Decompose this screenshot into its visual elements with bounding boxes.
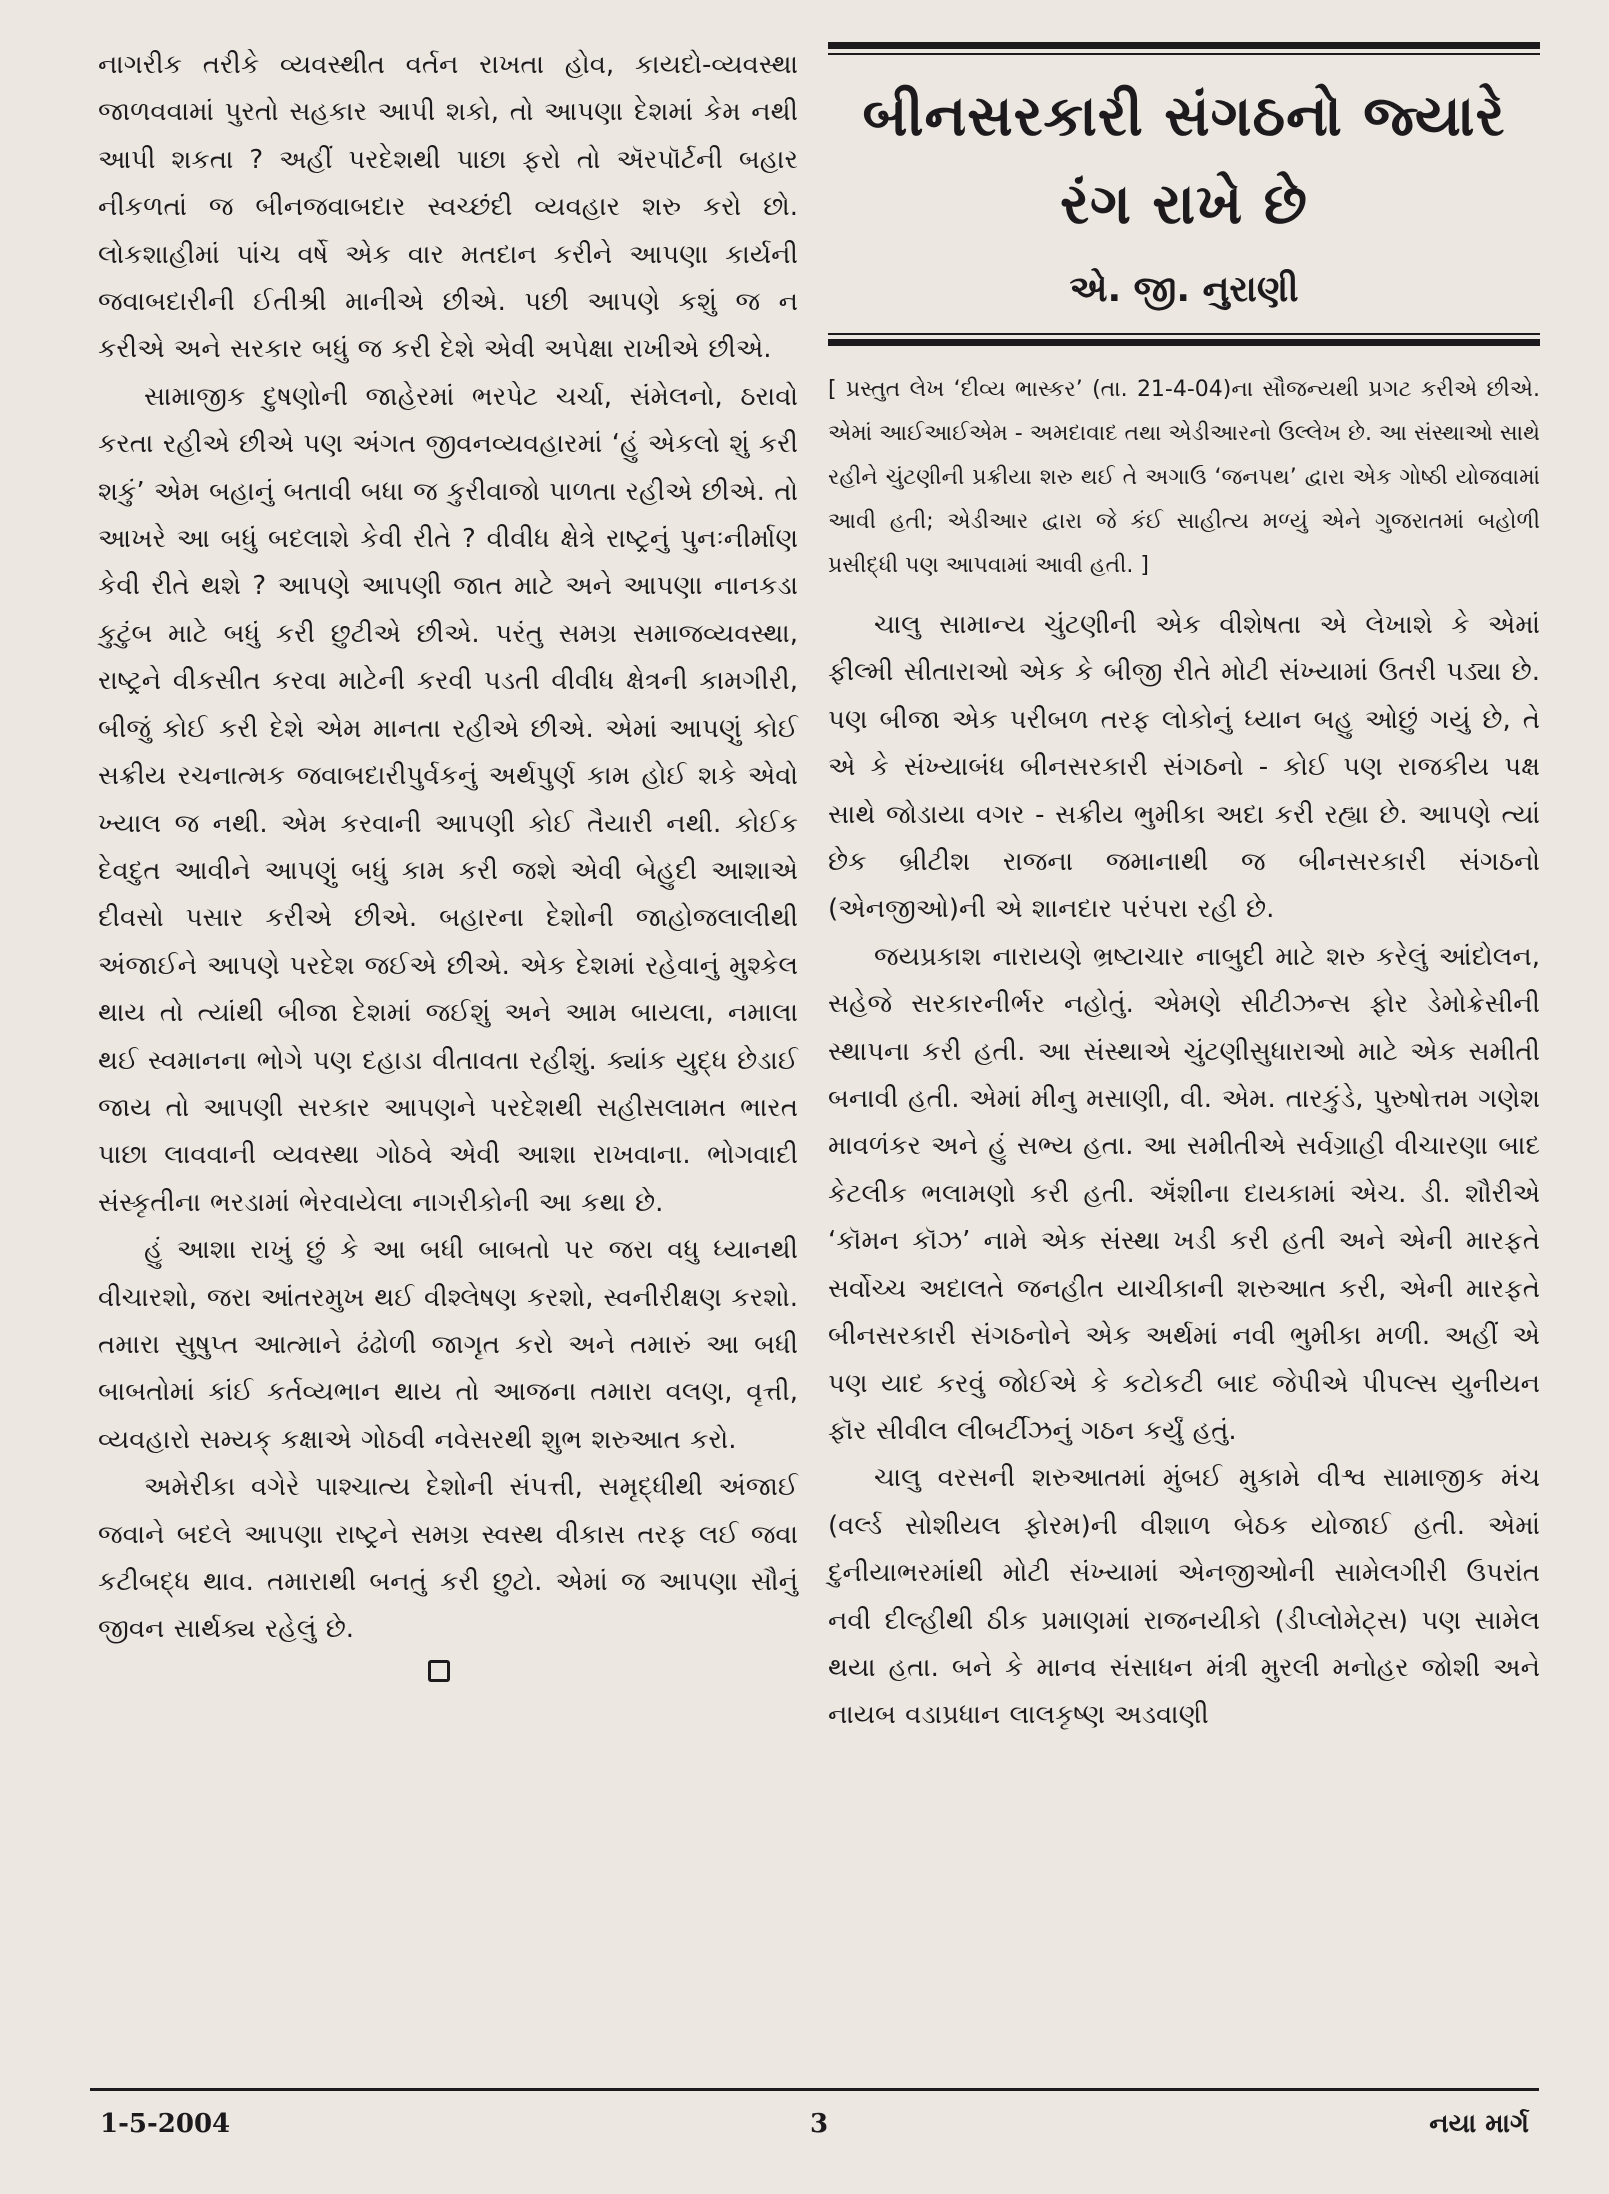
title-rule-bottom bbox=[828, 333, 1540, 346]
left-paragraph: નાગરીક તરીકે વ્યવસ્થીત વર્તન રાખતા હોવ, કાયદો-વ્યવસ્થા જાળવવામાં પુરતો સહકાર આપી શકો, તો આપણા દેશમાં કેમ નથી આપી શકતા ? અહીં પરદેશથી પાછા ફરો તો ઍરપૉર્ટની બહાર નીકળતાં જ બીનજવાબદાર સ્વચ્છંદી વ્યવહાર શરુ કરો છો. લોકશાહીમાં પાંચ વર્ષે એક વાર મતદાન કરીને આપણા કાર્યની જવાબદારીની ઈતીશ્રી માનીએ છીએ. પછી આપણે કશું જ ન કરીએ અને સરકાર બધું જ કરી દેશે એવી અપેક્ષા રાખીએ છીએ. bbox=[98, 50, 798, 365]
article-author: એ. જી. નુરાણી bbox=[1069, 269, 1299, 310]
title-rule-top bbox=[828, 42, 1540, 55]
left-column bbox=[98, 42, 798, 1682]
article-title-line-2: રંગ રાખે છે bbox=[1060, 172, 1308, 237]
article-intro-note: [ પ્રસ્તુત લેખ ‘દીવ્ય ભાસ્કર’ (તા. 21-4-04)ના સૌજન્યથી પ્રગટ કરીએ છીએ. એમાં આઈઆઈએમ - અમદાવાદ તથા એડીઆરનો ઉલ્લેખ છે. આ સંસ્થાઓ સાથે રહીને ચુંટણીની પ્રક્રીયા શરુ થઈ તે અગાઉ ‘જનપથ’ દ્વારા એક ગોષ્ઠી યોજવામાં આવી હતી; એડીઆર દ્વારા જે કંઈ સાહીત્ય મળ્યું એને ગુજરાતમાં બહોળી પ્રસીદ્ધી પણ આપવામાં આવી હતી. ] bbox=[828, 377, 1540, 578]
page-footer bbox=[90, 2088, 1539, 2141]
article-paragraph: ચાલુ સામાન્ય ચુંટણીની એક વીશેષતા એ લેખાશે કે એમાં ફીલ્મી સીતારાઓ એક કે બીજી રીતે મોટી સંખ્યામાં ઉતરી પડ્યા છે. પણ બીજા એક પરીબળ તરફ લોકોનું ધ્યાન બહુ ઓછું ગયું છે, તે એ કે સંખ્યાબંધ બીનસરકારી સંગઠનો - કોઈ પણ રાજકીય પક્ષ સાથે જોડાયા વગર - સક્રીય ભુમીકા અદા કરી રહ્યા છે. આપણે ત્યાં છેક બ્રીટીશ રાજના જમાનાથી જ બીનસરકારી સંગઠનો (એનજીઓ)ની એ શાનદાર પરંપરા રહી છે. bbox=[828, 610, 1540, 925]
left-paragraph: હું આશા રાખું છું કે આ બધી બાબતો પર જરા વધુ ધ્યાનથી વીચારશો, જરા આંતરમુખ થઈ વીશ્લેષણ કરશો, સ્વનીરીક્ષણ કરશો. તમારા સુષુપ્ત આત્માને ઢંઢોળી જાગૃત કરો અને તમારું આ બધી બાબતોમાં કાંઈ કર્તવ્યભાન થાય તો આજના તમારા વલણ, વૃત્તી, વ્યવહારો સમ્યક્ કક્ષાએ ગોઠવી નવેસરથી શુભ શરુઆત કરો. bbox=[98, 1235, 798, 1455]
page-number: 3 bbox=[810, 2109, 829, 2139]
article-paragraph: જયપ્રકાશ નારાયણે ભ્રષ્ટાચાર નાબુદી માટે શરુ કરેલું આંદોલન, સહેજે સરકારનીર્ભર નહોતું. એમણે સીટીઝન્સ ફોર ડેમોક્રેસીની સ્થાપના કરી હતી. આ સંસ્થાએ ચુંટણીસુધારાઓ માટે એક સમીતી બનાવી હતી. એમાં મીનુ મસાણી, વી. એમ. તારકુંડે, પુરુષોત્તમ ગણેશ માવળંકર અને હું સભ્ય હતા. આ સમીતીએ સર્વગ્રાહી વીચારણા બાદ કેટલીક ભલામણો કરી હતી. ઍંશીના દાયકામાં એચ. ડી. શૌરીએ ‘કૉમન કૉઝ’ નામે એક સંસ્થા ખડી કરી હતી અને એની મારફતે સર્વોચ્ચ અદાલતે જનહીત યાચીકાની શરુઆત કરી, એની મારફતે બીનસરકારી સંગઠનોને એક અર્થમાં નવી ભુમીકા મળી. અહીં એ પણ યાદ કરવું જોઈએ કે કટોકટી બાદ જેપીએ પીપલ્સ યુનીયન ફૉર સીવીલ લીબર્ટીઝનું ગઠન કર્યું હતું. bbox=[828, 941, 1540, 1446]
article-paragraph: ચાલુ વરસની શરુઆતમાં મુંબઈ મુકામે વીશ્વ સામાજીક મંચ (વર્લ્ડ સોશીયલ ફોરમ)ની વીશાળ બેઠક યોજાઈ હતી. એમાં દુનીયાભરમાંથી મોટી સંખ્યામાં એનજીઓની સામેલગીરી ઉપરાંત નવી દીલ્હીથી ઠીક પ્રમાણમાં રાજનયીકો (ડીપ્લોમેટ્સ) પણ સામેલ થયા હતા. બને કે માનવ સંસાધન મંત્રી મુરલી મનોહર જોશી અને નાયબ વડાપ્રધાન લાલકૃષ્ણ અડવાણી bbox=[828, 1463, 1540, 1731]
article-title-line-1: બીનસરકારી સંગઠનો જ્યારે bbox=[862, 84, 1506, 149]
article-title bbox=[828, 73, 1540, 249]
left-paragraph: સામાજીક દુષણોની જાહેરમાં ભરપેટ ચર્ચા, સંમેલનો, ઠરાવો કરતા રહીએ છીએ પણ અંગત જીવનવ્યવહારમાં ‘હું એકલો શું કરી શકું’ એમ બહાનું બતાવી બધા જ કુરીવાજો પાળતા રહીએ છીએ. તો આખરે આ બધું બદલાશે કેવી રીતે ? વીવીધ ક્ષેત્રે રાષ્ટ્રનું પુનઃનીર્માણ કેવી રીતે થશે ? આપણે આપણી જાત માટે અને આપણા નાનકડા કુટુંબ માટે બધું કરી છુટીએ છીએ. પરંતુ સમગ્ર સમાજવ્યવસ્થા, રાષ્ટ્રને વીકસીત કરવા માટેની કરવી પડતી વીવીધ ક્ષેત્રની કામગીરી, બીજું કોઈ કરી દેશે એમ માનતા રહીએ છીએ. એમાં આપણું કોઈ સક્રીય રચનાત્મક જવાબદારીપુર્વકનું અર્થપુર્ણ કામ હોઈ શકે એવો ખ્યાલ જ નથી. એમ કરવાની આપણી કોઈ તૈયારી નથી. કોઈક દેવદુત આવીને આપણું બધું કામ કરી જશે એવી બેહુદી આશાએ દીવસો પસાર કરીએ છીએ. બહારના દેશોની જાહોજલાલીથી અંજાઈને આપણે પરદેશ જઈએ છીએ. એક દેશમાં રહેવાનું મુશ્કેલ થાય તો ત્યાંથી બીજા દેશમાં જઈશું અને આમ બાયલા, નમાલા થઈ સ્વમાનના ભોગે પણ દહાડા વીતાવતા રહીશું. ક્યાંક યુદ્ધ છેડાઈ જાય તો આપણી સરકાર આપણને પરદેશથી સહીસલામત ભારત પાછા લાવવાની વ્યવસ્થા ગોઠવે એવી આશા રાખવાના. ભોગવાદી સંસ્કૃતીના ભરડામાં ભેરવાયેલા નાગરીકોની આ કથા છે. bbox=[98, 381, 798, 1218]
left-paragraph: અમેરીકા વગેરે પાશ્ચાત્ય દેશોની સંપત્તી, સમૃદ્ધીથી અંજાઈ જવાને બદલે આપણા રાષ્ટ્રને સમગ્ર સ્વસ્થ વીકાસ તરફ લઈ જવા કટીબદ્ધ થાવ. તમારાથી બનતું કરી છુટો. એમાં જ આપણા સૌનું જીવન સાર્થક્ય રહેલું છે. bbox=[98, 1472, 798, 1645]
right-column bbox=[828, 42, 1540, 1740]
magazine-name: નયા માર્ગ bbox=[1429, 2109, 1529, 2139]
end-of-article-mark bbox=[428, 1660, 450, 1682]
issue-date: 1-5-2004 bbox=[100, 2109, 231, 2139]
